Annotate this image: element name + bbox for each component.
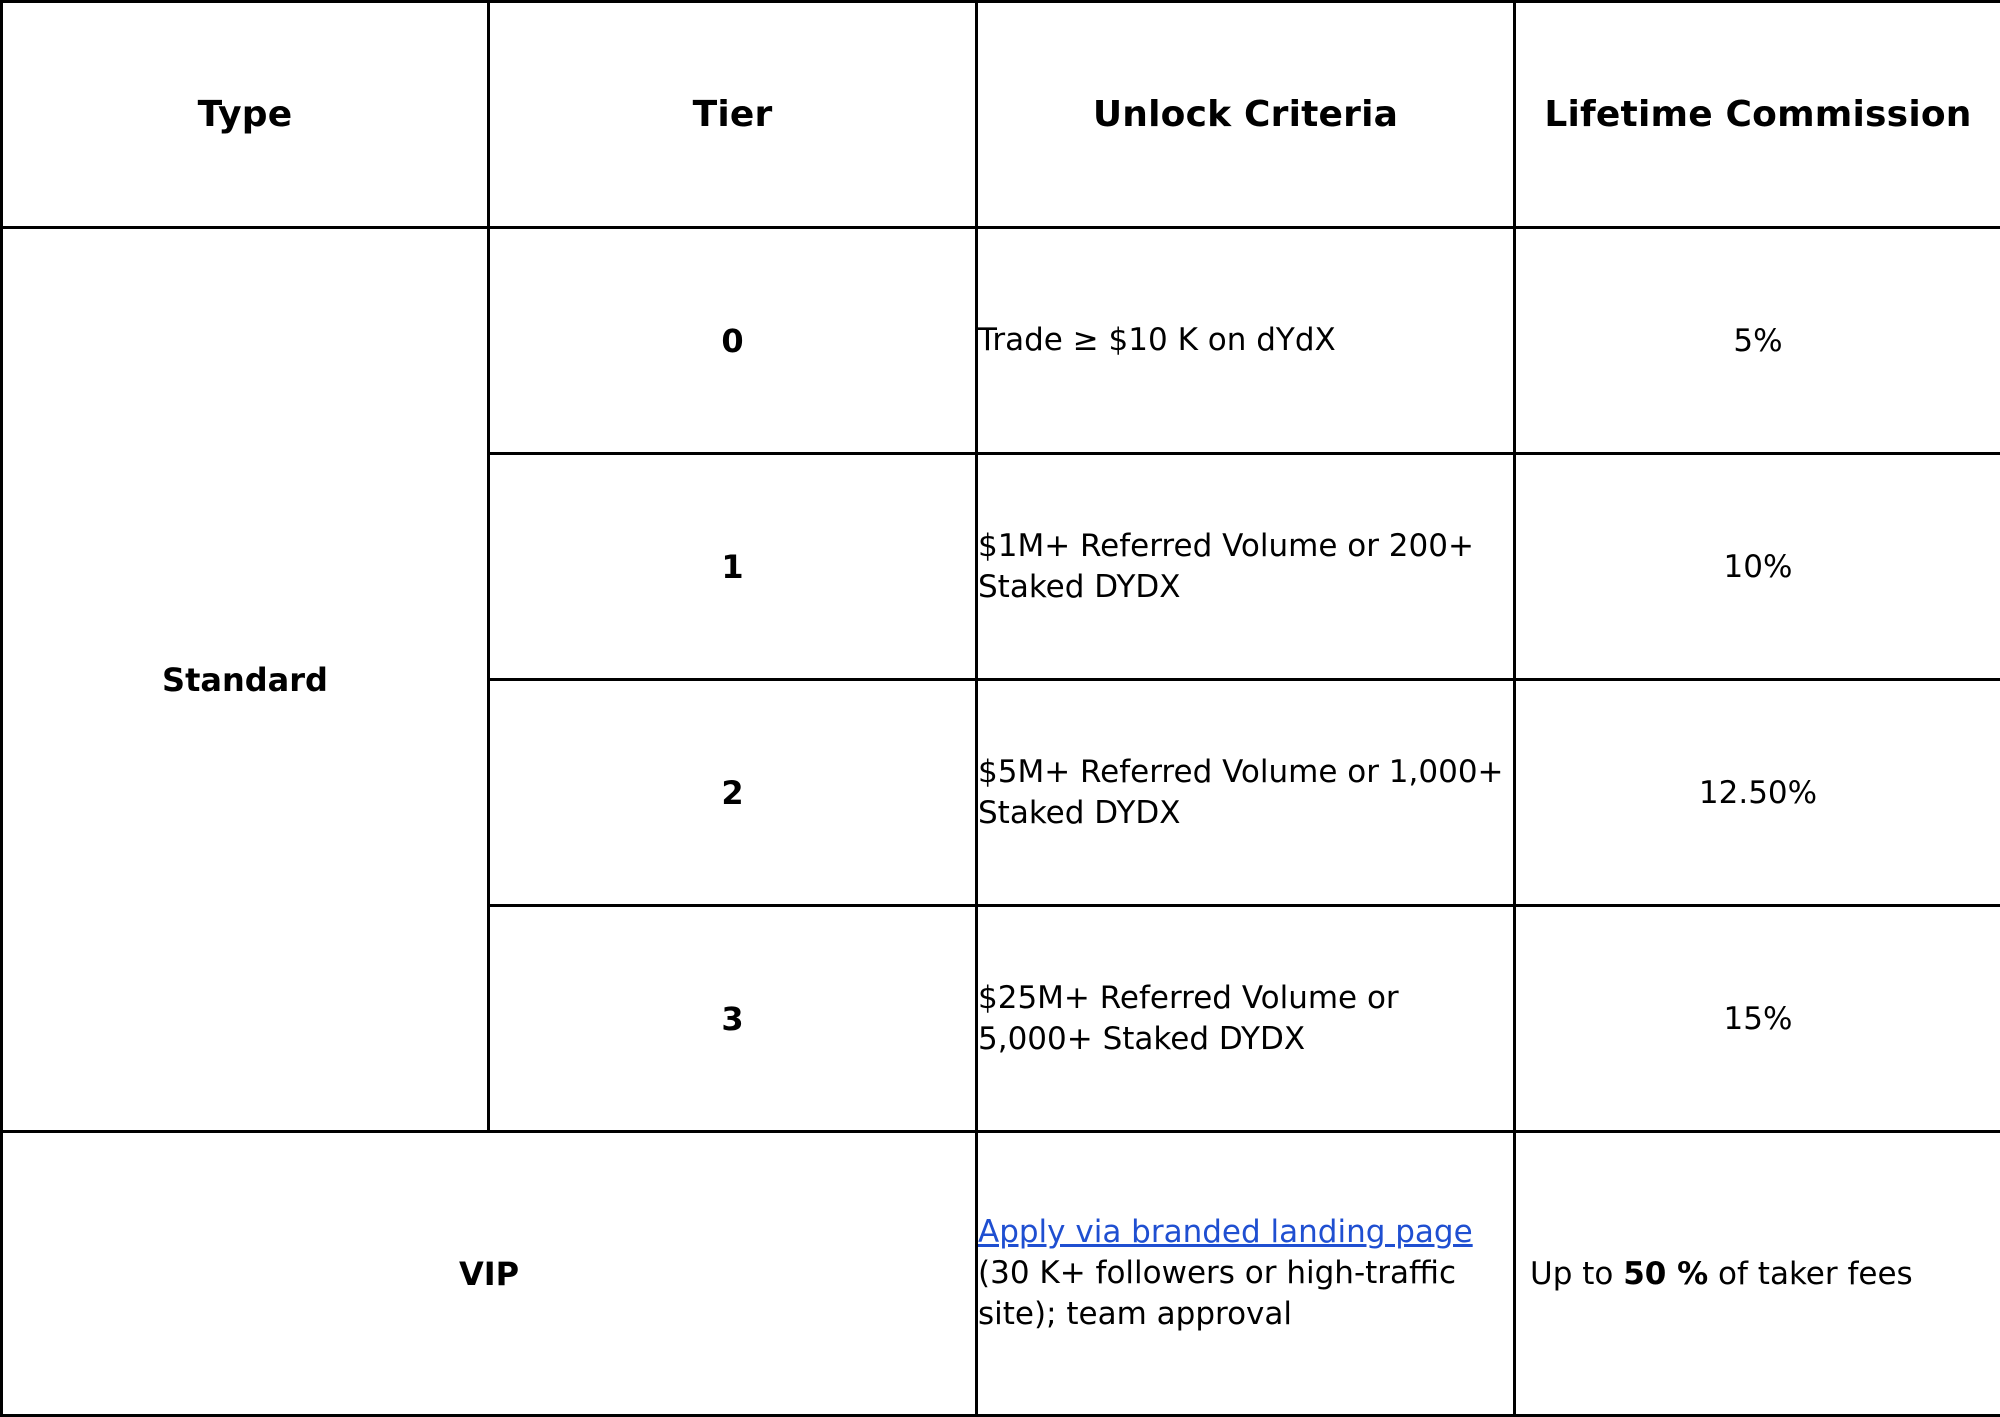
header-unlock-criteria: Unlock Criteria [977, 2, 1515, 228]
tier-cell: 1 [489, 454, 977, 680]
header-type: Type [2, 2, 489, 228]
criteria-cell: $25M+ Referred Volume or 5,000+ Staked DYDX [977, 906, 1515, 1132]
tier-cell: 2 [489, 680, 977, 906]
vip-commission-value: 50 % [1623, 1256, 1708, 1292]
vip-criteria-cell [977, 1132, 1515, 1416]
vip-row [2, 1132, 2000, 1416]
header-tier: Tier [489, 2, 977, 228]
apply-landing-page-link[interactable]: Apply via branded landing page [978, 1214, 1473, 1250]
vip-commission-suffix: of taker fees [1708, 1256, 1912, 1292]
type-vip: VIP [2, 1132, 977, 1416]
vip-commission-prefix: Up to [1530, 1256, 1623, 1292]
table-row [2, 228, 2000, 454]
tier-cell: 3 [489, 906, 977, 1132]
commission-cell: 5% [1515, 228, 2000, 454]
header-row [2, 2, 2000, 228]
commission-cell: 12.50% [1515, 680, 2000, 906]
tier-cell: 0 [489, 228, 977, 454]
criteria-cell: Trade ≥ $10 K on dYdX [977, 228, 1515, 454]
criteria-cell: $1M+ Referred Volume or 200+ Staked DYDX [977, 454, 1515, 680]
commission-cell: 15% [1515, 906, 2000, 1132]
header-lifetime-commission: Lifetime Commission [1515, 2, 2000, 228]
type-standard: Standard [2, 228, 489, 1132]
vip-criteria-text: (30 K+ followers or high-traffic site); team approval [978, 1255, 1456, 1332]
vip-commission-cell [1515, 1132, 2000, 1416]
commission-cell: 10% [1515, 454, 2000, 680]
criteria-cell: $5M+ Referred Volume or 1,000+ Staked DYDX [977, 680, 1515, 906]
